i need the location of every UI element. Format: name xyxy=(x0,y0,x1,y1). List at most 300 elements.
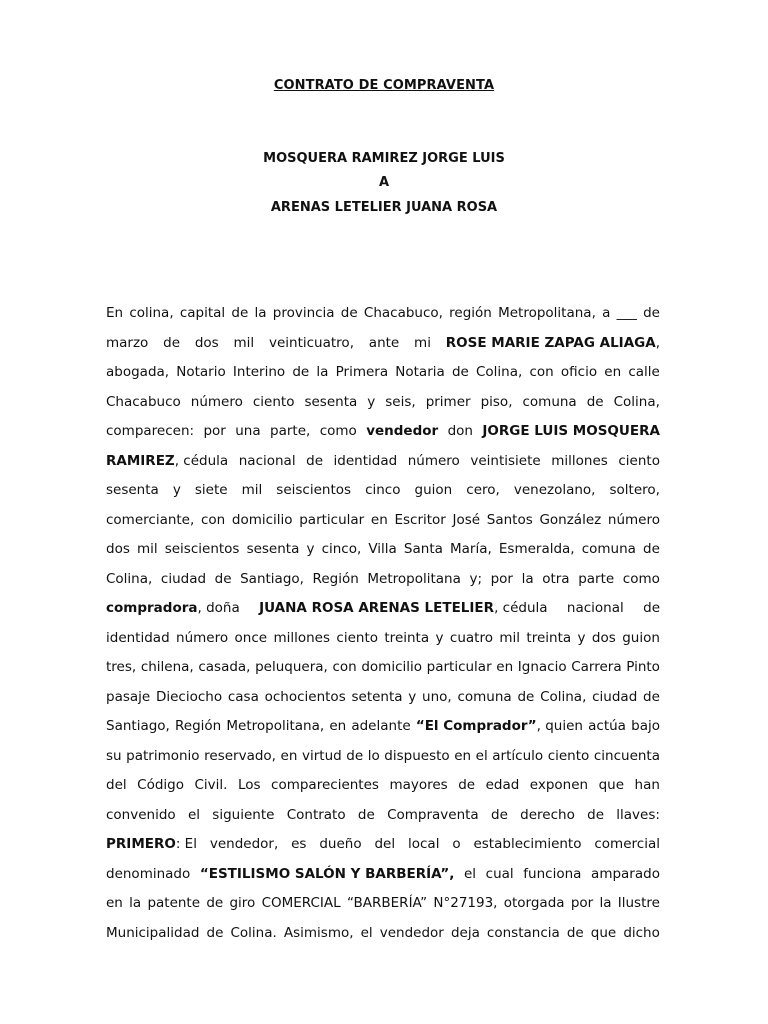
body-word xyxy=(206,893,223,923)
text: y xyxy=(577,629,586,646)
body-word xyxy=(604,362,621,392)
body-word xyxy=(487,923,560,953)
body-word xyxy=(231,303,248,333)
body-word xyxy=(514,480,596,510)
text: de xyxy=(206,895,224,911)
body-word xyxy=(592,628,616,658)
text: María, xyxy=(449,541,492,557)
body-word xyxy=(306,451,323,481)
body-word xyxy=(452,834,460,864)
text: el xyxy=(475,747,488,764)
text: marzo xyxy=(106,334,149,351)
text: mayores xyxy=(389,777,448,793)
text: cinco, xyxy=(321,541,362,557)
body-word xyxy=(351,716,410,746)
text: guion xyxy=(414,482,453,498)
text: número xyxy=(407,452,460,469)
body-word xyxy=(476,362,522,392)
body-word xyxy=(147,893,200,923)
text: denominado xyxy=(106,865,191,882)
text: artículo xyxy=(492,747,544,764)
body-word xyxy=(255,303,267,333)
body-word xyxy=(106,834,197,864)
bold-text: vendedor xyxy=(366,423,439,439)
body-word xyxy=(361,657,422,687)
body-word xyxy=(426,392,471,422)
text: en xyxy=(370,511,388,528)
text: Ilustre xyxy=(617,895,660,911)
text: edad xyxy=(485,777,520,793)
body-word xyxy=(270,421,310,451)
party-connector: A xyxy=(378,175,390,190)
text: N°27193, xyxy=(433,895,498,911)
body-word xyxy=(156,687,222,717)
text: y; xyxy=(469,570,482,587)
body-word xyxy=(404,539,443,569)
body-word xyxy=(253,392,295,422)
body-word xyxy=(262,893,341,923)
text: seis, xyxy=(385,393,416,410)
body-word xyxy=(367,392,375,422)
text: soltero, xyxy=(609,482,660,498)
body-word xyxy=(329,716,346,746)
text: número xyxy=(190,393,243,410)
body-word xyxy=(161,569,206,599)
body-word xyxy=(526,628,571,658)
body-word xyxy=(106,628,170,658)
text: dueño xyxy=(319,836,362,852)
text: González xyxy=(539,511,602,528)
body-word xyxy=(106,805,176,835)
text: : El xyxy=(175,836,197,852)
body-word xyxy=(163,333,180,363)
body-word xyxy=(106,775,127,805)
body-word xyxy=(106,716,170,746)
body-line xyxy=(106,628,660,658)
text: ochocientos xyxy=(264,688,346,705)
text: piso, xyxy=(480,393,513,410)
text: identidad xyxy=(333,452,398,469)
text: comparecen: xyxy=(106,423,195,439)
body-word xyxy=(129,303,173,333)
body-line xyxy=(106,451,660,481)
body-word xyxy=(291,834,306,864)
body-word xyxy=(491,569,513,599)
body-word xyxy=(106,687,150,717)
body-line xyxy=(106,333,660,363)
text: venezolano, xyxy=(513,482,596,498)
body-word xyxy=(591,923,616,953)
text: millones xyxy=(551,452,608,469)
text: del xyxy=(374,836,396,852)
text: de xyxy=(163,334,181,351)
body-word xyxy=(106,392,181,422)
body-word xyxy=(106,864,190,894)
text: de xyxy=(206,924,224,941)
text: mil xyxy=(499,629,521,646)
body-word xyxy=(319,834,361,864)
body-word xyxy=(414,333,431,363)
body-word xyxy=(368,539,396,569)
body-word xyxy=(452,362,469,392)
text: setenta xyxy=(351,688,403,705)
contract-body xyxy=(106,303,660,952)
text: seiscientos xyxy=(164,541,240,557)
body-word xyxy=(408,451,460,481)
body-word xyxy=(106,333,148,363)
body-word xyxy=(234,333,255,363)
text: Colina, xyxy=(475,364,523,380)
text: particular xyxy=(299,511,365,528)
body-word xyxy=(395,362,445,392)
body-word xyxy=(176,362,226,392)
body-word xyxy=(592,687,637,717)
text: por xyxy=(490,570,513,587)
text: Asimismo, xyxy=(283,924,354,941)
text: de xyxy=(643,541,660,557)
body-word xyxy=(194,775,227,805)
body-word xyxy=(458,775,475,805)
body-word xyxy=(269,333,354,363)
body-word xyxy=(215,569,232,599)
text: virtud xyxy=(301,747,342,764)
text: giro xyxy=(229,895,256,911)
text: el xyxy=(187,806,201,823)
text: , xyxy=(655,334,660,351)
body-word xyxy=(299,510,364,540)
text: han xyxy=(634,777,660,793)
body-word xyxy=(276,480,351,510)
body-line xyxy=(106,569,660,599)
body-word xyxy=(247,539,300,569)
text: ciento xyxy=(547,747,590,764)
body-word xyxy=(106,451,228,481)
text: Región xyxy=(175,718,222,734)
text: , doña xyxy=(197,600,240,616)
body-word xyxy=(106,598,240,628)
body-word xyxy=(631,716,660,746)
bold-text: JUANA ROSA ARENAS LETELIER xyxy=(259,600,495,616)
text: es xyxy=(291,836,307,852)
text: identidad xyxy=(106,629,170,646)
text: de xyxy=(231,305,249,321)
text: once xyxy=(234,629,268,646)
text: en xyxy=(106,895,123,911)
body-word xyxy=(235,421,260,451)
text: Civil. xyxy=(194,777,228,793)
text: Santiago, xyxy=(240,570,304,587)
text: por xyxy=(203,423,226,439)
text: En xyxy=(106,305,124,321)
body-word xyxy=(591,864,660,894)
body-line xyxy=(106,480,660,510)
body-word xyxy=(364,303,443,333)
text: ciento xyxy=(618,452,660,469)
body-word xyxy=(448,421,473,451)
text: del xyxy=(106,777,127,793)
body-line xyxy=(106,392,660,422)
body-word xyxy=(204,746,276,776)
text: de xyxy=(643,688,660,705)
text: Los xyxy=(237,777,261,793)
body-word xyxy=(106,657,136,687)
body-word xyxy=(200,864,455,894)
body-word xyxy=(165,539,240,569)
body-word xyxy=(371,510,388,540)
body-word xyxy=(201,510,225,540)
text: deja xyxy=(450,924,480,941)
body-word xyxy=(449,303,492,333)
text: la xyxy=(316,364,329,380)
text: que xyxy=(590,924,617,941)
body-word xyxy=(539,510,601,540)
text: ante xyxy=(368,334,400,351)
text: Santa xyxy=(403,541,443,557)
text: Notaria xyxy=(395,364,445,380)
text: Primera xyxy=(335,364,389,380)
text: Dieciocho xyxy=(155,688,223,705)
bold-text: JORGE LUIS MOSQUERA xyxy=(482,423,660,439)
body-word xyxy=(464,864,476,894)
body-word xyxy=(522,569,534,599)
text: Escritor xyxy=(394,511,446,528)
body-word xyxy=(486,864,514,894)
text: y xyxy=(435,629,444,646)
text: siguiente xyxy=(212,806,275,823)
text: otorgada xyxy=(503,895,565,911)
text: en xyxy=(329,718,347,734)
text: con xyxy=(200,511,226,528)
text: que xyxy=(598,777,625,793)
text: por xyxy=(570,895,594,911)
text: Notario xyxy=(176,364,226,380)
text: de xyxy=(643,305,660,321)
text: patrimonio xyxy=(126,747,200,764)
text: y xyxy=(367,393,376,410)
body-word xyxy=(137,539,158,569)
text: cincuenta xyxy=(593,747,660,764)
text: provincia xyxy=(272,305,335,321)
text: de xyxy=(292,364,310,380)
body-word xyxy=(422,687,452,717)
body-word xyxy=(599,893,611,923)
text: Pinto xyxy=(626,659,660,675)
text: abogada, xyxy=(106,364,170,380)
text: parte, xyxy=(270,423,311,439)
text: cinco xyxy=(365,482,401,498)
text: de xyxy=(491,806,508,823)
body-word xyxy=(106,362,169,392)
body-word xyxy=(106,746,122,776)
body-word xyxy=(230,923,276,953)
body-word xyxy=(616,805,660,835)
text: ciudad xyxy=(160,570,207,587)
text: en xyxy=(280,747,298,764)
text: don xyxy=(447,423,473,439)
body-word xyxy=(271,775,379,805)
text: mil xyxy=(241,482,263,498)
body-word xyxy=(137,775,184,805)
body-line xyxy=(106,510,660,540)
text: Región xyxy=(312,570,359,587)
body-word xyxy=(351,687,402,717)
text: Metropolitana xyxy=(367,570,461,587)
text: Ignacio xyxy=(517,659,567,675)
body-word xyxy=(542,569,569,599)
body-word xyxy=(582,539,636,569)
text: José xyxy=(452,511,481,528)
text: convenido xyxy=(106,806,176,823)
bold-text: RAMIREZ xyxy=(106,452,175,469)
body-word xyxy=(588,716,626,746)
body-word xyxy=(322,539,362,569)
text: seiscientos xyxy=(276,482,352,498)
text: de xyxy=(357,806,375,823)
body-word xyxy=(240,569,304,599)
text: número xyxy=(607,511,660,528)
body-word xyxy=(106,421,194,451)
text: tres, xyxy=(106,659,137,675)
text: , quien xyxy=(536,718,583,734)
text: cuatro xyxy=(449,629,493,646)
text: sesenta xyxy=(106,482,159,498)
text: de xyxy=(586,393,604,410)
text: , cédula xyxy=(174,452,229,469)
text: con xyxy=(332,659,357,675)
bold-text: “ESTILISMO SALÓN Y BARBERÍA”, xyxy=(199,865,455,882)
body-word xyxy=(454,746,471,776)
text: a xyxy=(602,305,611,321)
body-word xyxy=(358,805,375,835)
body-word xyxy=(473,834,581,864)
body-line xyxy=(106,923,660,953)
text: como xyxy=(622,570,660,587)
body-word xyxy=(416,716,583,746)
text: domicilio xyxy=(231,511,293,528)
text: guion xyxy=(622,629,660,646)
text: parte xyxy=(578,570,615,587)
body-word xyxy=(368,746,380,776)
text: comuna xyxy=(581,541,636,557)
text: dos xyxy=(591,629,616,646)
body-word xyxy=(523,864,581,894)
body-word xyxy=(530,775,588,805)
body-word xyxy=(387,805,479,835)
text: mil xyxy=(136,541,158,557)
body-word xyxy=(347,893,427,923)
text: dicho xyxy=(623,924,660,941)
text: Santos xyxy=(486,511,533,528)
body-line xyxy=(106,716,660,746)
body-word xyxy=(365,480,400,510)
body-word xyxy=(594,834,660,864)
body-word xyxy=(334,451,398,481)
body-word xyxy=(320,421,357,451)
party-seller-name: MOSQUERA RAMIREZ JORGE LUIS xyxy=(263,151,505,166)
body-word xyxy=(385,392,415,422)
text: Chacabuco, xyxy=(363,305,443,321)
text: el xyxy=(464,865,477,882)
body-word xyxy=(469,569,482,599)
text: primer xyxy=(425,393,471,410)
body-word xyxy=(518,657,567,687)
text: Colina, xyxy=(613,393,660,410)
body-word xyxy=(571,893,593,923)
text: sesenta xyxy=(246,541,300,557)
body-word xyxy=(457,687,511,717)
text: dos xyxy=(106,541,130,557)
body-word xyxy=(623,923,660,953)
text: y xyxy=(408,688,417,705)
text: una xyxy=(235,423,261,439)
body-word xyxy=(643,598,660,628)
text: y xyxy=(172,482,181,498)
body-word xyxy=(561,362,597,392)
body-word xyxy=(265,687,346,717)
body-word xyxy=(433,893,497,923)
text: casada, xyxy=(198,659,251,675)
body-word xyxy=(643,539,660,569)
body-word xyxy=(106,569,152,599)
body-word xyxy=(346,746,363,776)
body-word xyxy=(336,628,378,658)
body-word xyxy=(361,923,373,953)
text: amparado xyxy=(591,865,660,882)
body-line xyxy=(106,775,660,805)
text: mi xyxy=(414,334,431,351)
body-word xyxy=(226,716,324,746)
text: “BARBERÍA” xyxy=(346,895,428,911)
body-word xyxy=(548,746,590,776)
body-word xyxy=(195,333,219,363)
body-word xyxy=(486,775,520,805)
body-word xyxy=(481,392,513,422)
text: derecho xyxy=(520,806,575,823)
text: de xyxy=(458,777,476,793)
text: actúa xyxy=(588,718,626,734)
body-word xyxy=(336,362,388,392)
body-word xyxy=(180,303,225,333)
text: chilena, xyxy=(140,659,194,675)
body-word xyxy=(198,657,250,687)
body-word xyxy=(239,451,296,481)
text: dos xyxy=(194,334,219,351)
body-word xyxy=(517,687,534,717)
body-word xyxy=(191,392,243,422)
body-word xyxy=(281,746,298,776)
text: Municipalidad xyxy=(106,924,200,941)
text: nacional xyxy=(566,600,624,616)
body-word xyxy=(594,746,660,776)
text: , cédula xyxy=(494,600,548,616)
body-word xyxy=(129,893,141,923)
body-word xyxy=(229,893,255,923)
text: casa xyxy=(227,688,259,705)
body-word xyxy=(415,480,453,510)
text: Contrato xyxy=(286,806,346,823)
body-word xyxy=(287,805,346,835)
body-word xyxy=(602,303,610,333)
text: pasaje xyxy=(106,688,151,705)
body-word xyxy=(622,628,660,658)
body-line xyxy=(106,893,660,923)
text: de xyxy=(643,600,660,616)
body-word xyxy=(628,362,660,392)
body-word xyxy=(492,746,543,776)
body-word xyxy=(643,687,660,717)
text: Esmeralda, xyxy=(498,541,575,557)
body-word xyxy=(643,303,660,333)
